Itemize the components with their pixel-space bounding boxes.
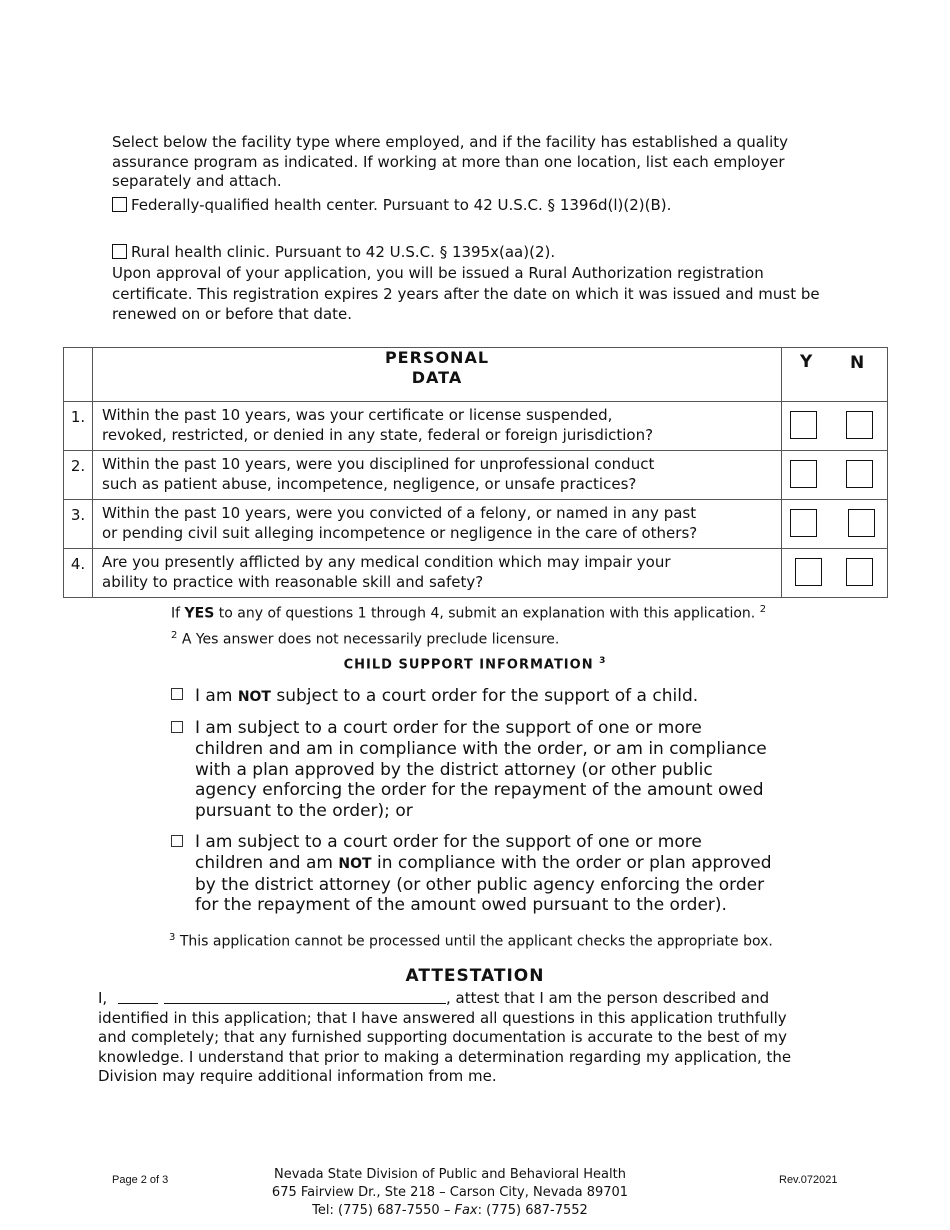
question-row [64,451,888,500]
yn-cell [782,549,888,598]
child-support-opt2-checkbox[interactable] [171,721,183,733]
opt3-l2-post: in compliance with the order or plan approved [371,852,772,873]
question-number: 4. [64,549,93,598]
q3-no-checkbox[interactable] [848,509,875,537]
question-line: such as patient abuse, incompetence, negligence, or unsafe practices? [102,474,637,493]
opt3-line: I am subject to a court order for the support of one or more [195,832,702,852]
child-support-opt3 [195,832,772,916]
opt1-pre: I am [195,686,238,706]
attestation-text [98,989,838,1087]
question-line: ability to practice with reasonable skill and safety? [102,572,484,591]
footnote-2 [171,630,559,648]
child-support-heading-text: CHILD SUPPORT INFORMATION [343,657,594,673]
rural-note: Upon approval of your application, you will be issued a Rural Authorization registration certificate. This registration expires 2 years after the date on which it was issued and must be renewed on or before that date. [112,264,820,323]
attestation-prefix: I, [98,989,108,1007]
child-support-heading-sup: 3 [599,656,607,666]
opt2-line: agency enforcing the order for the repayment of the amount owed [195,780,764,801]
question-line: Are you presently afflicted by any medical condition which may impair your [102,553,671,571]
opt3-line [195,853,772,875]
question-text [93,451,782,500]
revision-code: Rev.072021 [779,1174,838,1186]
opt1-post: subject to a court order for the support of a child. [270,686,699,706]
opt3-line: by the district attorney (or other public agency enforcing the order [195,874,765,895]
question-line: Within the past 10 years, were you disciplined for unprofessional conduct [102,455,655,473]
q2-no-checkbox[interactable] [846,460,873,488]
title-line-2: DATA [411,368,463,387]
footer-fax: : (775) 687-7552 [477,1203,588,1218]
yes-note-sup: 2 [759,604,767,615]
child-support-heading [0,656,950,672]
q4-yes-checkbox[interactable] [795,558,822,586]
yn-cell [782,500,888,549]
q2-yes-checkbox[interactable] [790,460,817,488]
rural-clinic-label: Rural health clinic. Pursuant to 42 U.S.C. § 1395x(aa)(2). [131,243,556,261]
applicant-name-blank[interactable] [164,1003,446,1004]
attestation-line: identified in this application; that I have answered all questions in this application truthfully [98,1008,787,1027]
opt2-line: with a plan approved by the district attorney (or other public [195,759,713,780]
question-text [93,549,782,598]
opt3-l2-bold: NOT [338,855,372,872]
footnote-3 [169,932,773,950]
q3-yes-checkbox[interactable] [790,509,817,537]
name-blank-short [118,1003,158,1004]
yn-cell [782,451,888,500]
rural-clinic-checkbox[interactable] [112,244,127,259]
question-text [93,500,782,549]
attestation-after-blank: , attest that I am the person described and [445,989,770,1007]
attestation-line-1 [98,989,838,1009]
question-number: 2. [64,451,93,500]
fqhc-label: Federally-qualified health center. Pursuant to 42 U.S.C. § 1396d(l)(2)(B). [131,196,672,214]
yes-note-post: to any of questions 1 through 4, submit an explanation with this application. [214,605,760,622]
attestation-heading: ATTESTATION [405,966,545,986]
child-support-opt1-checkbox[interactable] [171,688,183,700]
q1-yes-checkbox[interactable] [790,411,817,439]
footnote-2-sup: 2 [171,630,178,641]
no-column-header: N [850,353,865,373]
child-support-opt3-checkbox[interactable] [171,835,183,847]
footer-address-block [250,1166,650,1220]
question-line: Within the past 10 years, were you convicted of a felony, or named in any past [102,504,697,522]
question-line: or pending civil suit alleging incompetence or negligence in the care of others? [102,523,698,542]
footnote-3-text: This application cannot be processed until the applicant checks the appropriate box. [175,933,773,950]
footer-tel: Tel: (775) 687-7550 – [312,1203,455,1218]
opt3-line: for the repayment of the amount owed pursuant to the order). [195,895,727,916]
question-text [93,402,782,451]
q1-no-checkbox[interactable] [846,411,873,439]
opt1-bold: NOT [237,689,271,705]
footer-org: Nevada State Division of Public and Behavioral Health [274,1167,626,1182]
opt2-line: pursuant to the order); or [195,801,413,822]
q4-no-checkbox[interactable] [846,558,873,586]
footer-address: 675 Fairview Dr., Ste 218 – Carson City, Nevada 89701 [271,1185,629,1200]
personal-data-header-row [64,348,888,402]
footer-fax-label: Fax [454,1203,478,1218]
yes-note-bold: YES [184,605,215,622]
yn-header-cell [782,348,888,402]
footnote-2-text: A Yes answer does not necessarily preclude licensure. [177,631,560,648]
personal-data-title [93,348,782,402]
header-num-cell [64,348,93,402]
page-number: Page 2 of 3 [112,1174,169,1186]
question-line: Within the past 10 years, was your certificate or license suspended, [102,406,613,424]
fqhc-checkbox[interactable] [112,197,127,212]
yes-note [171,604,766,622]
child-support-opt1 [195,686,698,708]
title-line-1: PERSONAL [384,348,490,367]
question-line: revoked, restricted, or denied in any state, federal or foreign jurisdiction? [102,425,654,444]
yn-cell [782,402,888,451]
footer-phone [250,1202,650,1220]
question-row [64,500,888,549]
yes-note-pre: If [171,605,185,622]
question-number: 1. [64,402,93,451]
opt2-line: children and am in compliance with the order, or am in compliance [195,738,767,759]
personal-data-table [63,347,888,598]
question-row [64,402,888,451]
attestation-line: knowledge. I understand that prior to making a determination regarding my application, the [98,1047,792,1066]
footnote-3-sup: 3 [169,932,176,943]
question-number: 3. [64,500,93,549]
facility-option-rural [112,243,555,263]
opt2-line: I am subject to a court order for the support of one or more [195,718,702,738]
intro-paragraph: Select below the facility type where employed, and if the facility has established a quality assurance program as indicated. If working at more than one location, list each employer separately and attach. [112,133,788,190]
question-row [64,549,888,598]
opt3-l2-pre: children and am [195,852,339,873]
attestation-line: Division may require additional information from me. [98,1067,497,1085]
facility-option-fqhc [112,196,671,216]
child-support-opt2 [195,718,767,822]
yes-column-header: Y [800,352,813,372]
attestation-line: and completely; that any furnished supporting documentation is accurate to the best of my [98,1028,787,1046]
